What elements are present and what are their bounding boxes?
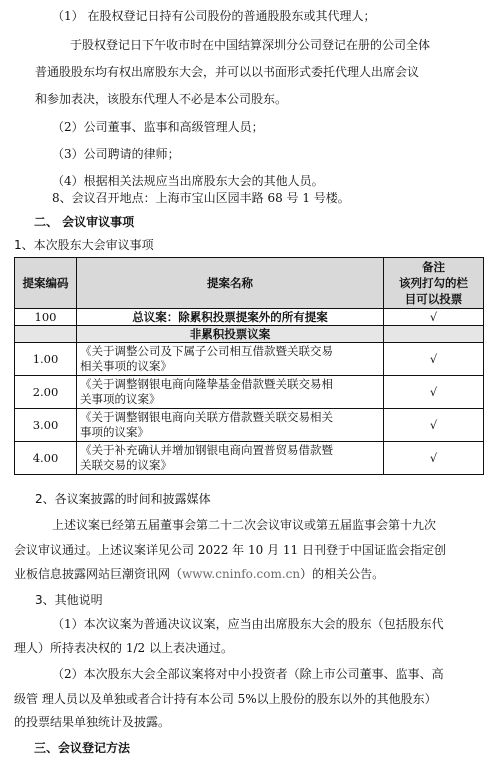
paragraph-line: 8、会议召开地点：上海市宝山区园丰路 68 号 1 号楼。 [52, 191, 350, 205]
proposal-name-line: 《关于补充确认并增加钢银电商向置普贸易借款暨 [80, 443, 333, 457]
subsection-heading: 3、其他说明 [35, 593, 103, 607]
table-row [15, 409, 484, 442]
subsection-heading: 1、本次股东大会审议事项 [14, 238, 154, 252]
category-label: 非累积投票议案 [77, 326, 384, 343]
proposal-name-line: 事项的议案》 [80, 425, 149, 439]
header-proposal-name: 提案名称 [77, 258, 384, 309]
website-link[interactable]: www.cninfo.com.cn [182, 567, 301, 581]
proposal-name: 总议案：除累积投票提案外的所有提案 [77, 309, 384, 326]
paragraph-line: 上述议案已经第五届董事会第二十二次会议审议或第五届监事会第十九次 [52, 518, 437, 532]
paragraph-line: 和参加表决，该股东代理人不必是本公司股东。 [35, 92, 288, 106]
table-row [15, 442, 484, 475]
paragraph-line: （2）公司董事、监事和高级管理人员； [52, 120, 264, 134]
paragraph-line: （2）本次股东大会全部议案将对中小投资者（除上市公司董事、监事、高 [52, 667, 444, 681]
table-row [15, 343, 484, 376]
check-mark: √ [384, 309, 484, 326]
proposal-name-line: 《关于调整钢银电商向关联方借款暨关联交易相关 [80, 410, 333, 424]
section-heading: 三、会议登记方法 [34, 741, 131, 755]
proposal-name [77, 376, 384, 409]
header-note-line: 目可以投票 [404, 292, 463, 306]
proposal-name [77, 442, 384, 475]
paragraph-line: （4）根据相关法规应当出席股东大会的其他人员。 [52, 174, 324, 188]
proposal-name-line: 《关于调整公司及下属子公司相互借款暨关联交易 [80, 344, 333, 358]
paragraph-line: 普通股股东均有权出席股东大会，并可以以书面形式委托代理人出席会议 [35, 65, 420, 79]
paragraph-line: 会议审议通过。上述议案详见公司 2022 年 10 月 11 日刊登于中国证监会指定创 [14, 543, 446, 557]
proposal-name-line: 相关事项的议案》 [80, 359, 172, 373]
proposal-code: 100 [15, 309, 77, 326]
paragraph-line: 理人）所持表决权的 1/2 以上表决通过。 [14, 641, 233, 655]
table-row [15, 326, 484, 343]
proposal-name-line: 《关于调整钢银电商向隆挚基金借款暨关联交易相 [80, 377, 333, 391]
check-mark: √ [384, 442, 484, 475]
proposal-name [77, 409, 384, 442]
proposal-code: 2.00 [15, 376, 77, 409]
check-mark: √ [384, 376, 484, 409]
proposal-table [14, 257, 484, 475]
header-note-line: 该列打勾的栏 [399, 276, 468, 290]
subsection-heading: 2、各议案披露的时间和披露媒体 [35, 492, 211, 506]
proposal-name-line: 关联交易的议案》 [80, 458, 172, 472]
table-header-row [15, 258, 484, 309]
proposal-code: 4.00 [15, 442, 77, 475]
paragraph-line: 级管 理人员以及单独或者合计持有本公司 5%以上股份的股东以外的其他股东） [14, 692, 437, 706]
section-heading: 二、 会议审议事项 [34, 215, 135, 229]
table-row [15, 376, 484, 409]
header-proposal-code: 提案编码 [15, 258, 77, 309]
proposal-name [77, 343, 384, 376]
paragraph-line: 于股权登记日下午收市时在中国结算深圳分公司登记在册的公司全体 [70, 38, 431, 52]
proposal-name-line: 关事项的议案》 [80, 392, 161, 406]
check-mark: √ [384, 409, 484, 442]
paragraph-text: ）的相关公告。 [300, 567, 385, 581]
paragraph-line: （1）本次议案为普通决议议案，应当由出席股东大会的股东（包括股东代 [52, 617, 444, 631]
proposal-code: 3.00 [15, 409, 77, 442]
paragraph-text: 业板信息披露网站巨潮资讯网（ [14, 567, 183, 581]
header-note [384, 258, 484, 309]
check-mark: √ [384, 343, 484, 376]
table-row [15, 309, 484, 326]
paragraph-line: 的投票结果单独统计及披露。 [14, 715, 171, 729]
proposal-code: 1.00 [15, 343, 77, 376]
paragraph-line [14, 566, 384, 582]
header-note-title: 备注 [422, 260, 445, 274]
paragraph-line: （1） 在股权登记日持有公司股份的普通股股东或其代理人； [52, 9, 376, 23]
paragraph-line: （3）公司聘请的律师； [52, 147, 180, 161]
